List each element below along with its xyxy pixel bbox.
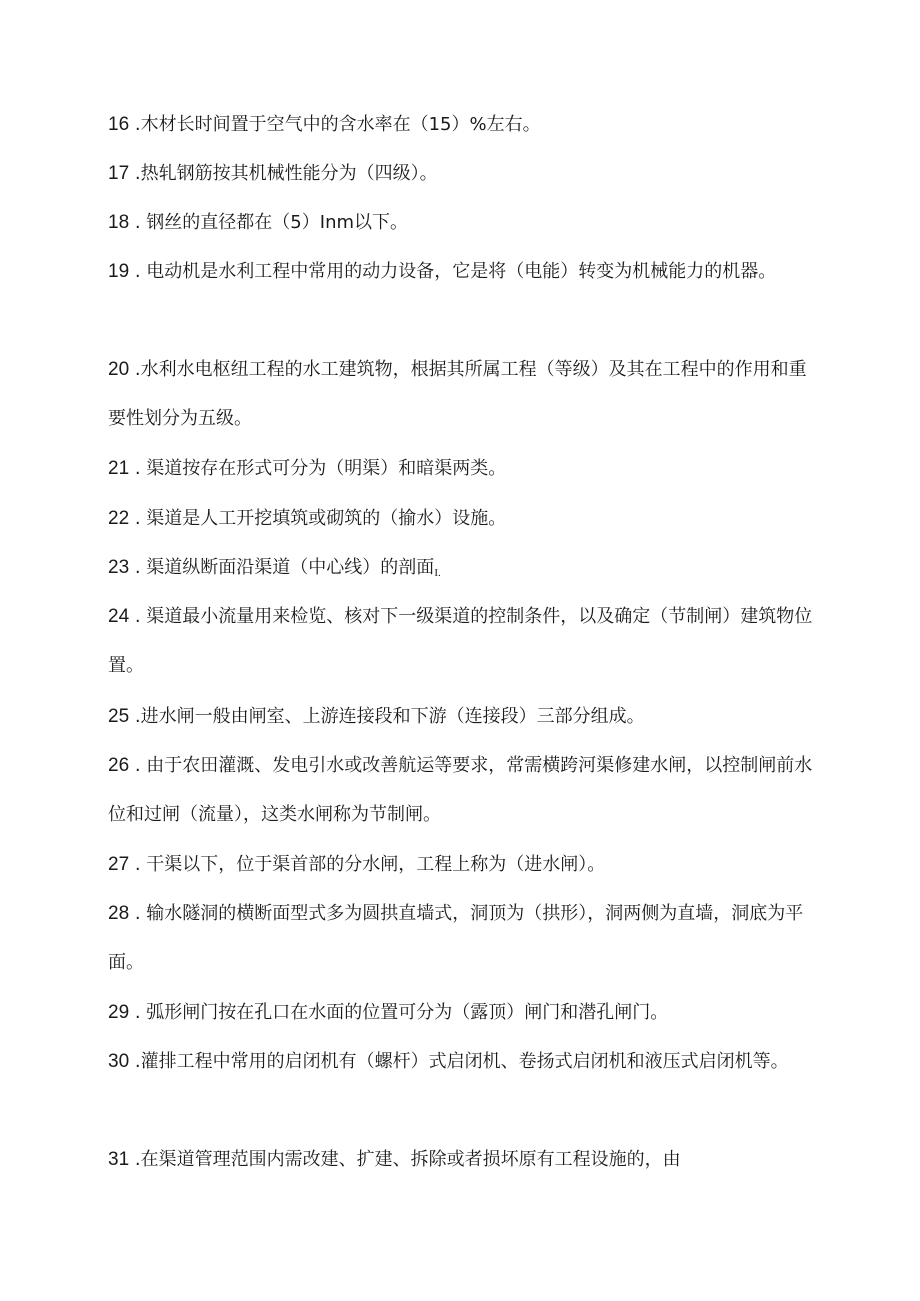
- item-text: . 渠道是人工开挖填筑或砌筑的（揄水）设施。: [129, 508, 507, 529]
- item-text: .热轧钢筋按其机械性能分为（四级）。: [129, 163, 438, 184]
- item-number: 23: [108, 557, 130, 578]
- item-number: 27: [108, 854, 130, 875]
- list-item: [108, 692, 818, 741]
- item-text: . 渠道最小流量用来检览、核对下一级渠道的控制条件，以及确定（节制闸）建筑物位置。: [108, 606, 813, 676]
- list-item: [108, 592, 818, 690]
- item-text: . 输水隧洞的横断面型式多为圆拱直墙式，洞顶为（拱形），洞两侧为直墙，洞底为平面。: [108, 903, 804, 973]
- item-text: .木材长时间置于空气中的含水率在（15）%左右。: [129, 114, 541, 135]
- list-item: [108, 741, 818, 839]
- list-item: [108, 1037, 818, 1086]
- item-number: 16: [108, 114, 130, 135]
- item-number: 18: [108, 212, 130, 233]
- item-text: . 渠道纵断面沿渠道（中心线）的剖面: [129, 557, 435, 578]
- item-number: 26: [108, 755, 130, 776]
- item-text: . 干渠以下，位于渠首部的分水闸，工程上称为（进水闸）。: [129, 854, 606, 875]
- item-number: 31: [108, 1149, 130, 1170]
- item-text: . 弧形闸门按在孔口在水面的位置可分为（露顶）闸门和潜孔闸门。: [129, 1002, 669, 1023]
- item-text: .灌排工程中常用的启闭机有（螺杆）式启闭机、卷扬式启闭机和液压式启闭机等。: [129, 1051, 789, 1072]
- item-number: 24: [108, 606, 130, 627]
- item-number: 17: [108, 163, 130, 184]
- item-number: 19: [108, 261, 130, 282]
- item-text: . 电动机是水利工程中常用的动力设备，它是将（电能）转变为机械能力的机器。: [129, 261, 777, 282]
- item-text: . 钢丝的直径都在（5）Inm以下。: [129, 212, 409, 233]
- list-item: [108, 1135, 818, 1184]
- item-number: 20: [108, 359, 130, 380]
- item-text: . 渠道按存在形式可分为（明渠）和暗渠两类。: [129, 458, 507, 479]
- item-text: .进水闸一般由闸室、上游连接段和下游（连接段）三部分组成。: [129, 706, 645, 727]
- list-item: [108, 444, 818, 493]
- list-item: [108, 100, 818, 149]
- item-number: 28: [108, 903, 130, 924]
- list-item: [108, 345, 818, 443]
- item-text: . 由于农田灌溉、发电引水或改善航运等要求，常需横跨河渠修建水闸，以控制闸前水位和过闸（流量），这类水闸称为节制闸。: [108, 755, 813, 825]
- item-text: .在渠道管理范围内需改建、扩建、拆除或者损坏原有工程设施的，由: [129, 1149, 681, 1170]
- item-number: 21: [108, 458, 130, 479]
- list-item: [108, 247, 818, 296]
- item-number: 30: [108, 1051, 130, 1072]
- list-item: [108, 149, 818, 198]
- item-number: 25: [108, 706, 130, 727]
- list-item: [108, 889, 818, 987]
- list-item: [108, 543, 818, 598]
- item-text-tail: I.: [434, 567, 441, 579]
- list-item: [108, 988, 818, 1037]
- item-number: 29: [108, 1002, 130, 1023]
- item-text: .水利水电枢纽工程的水工建筑物，根据其所属工程（等级）及其在工程中的作用和重要性划分为五级。: [108, 359, 807, 429]
- list-item: [108, 840, 818, 889]
- list-item: [108, 198, 818, 247]
- list-item: [108, 494, 818, 543]
- item-number: 22: [108, 508, 130, 529]
